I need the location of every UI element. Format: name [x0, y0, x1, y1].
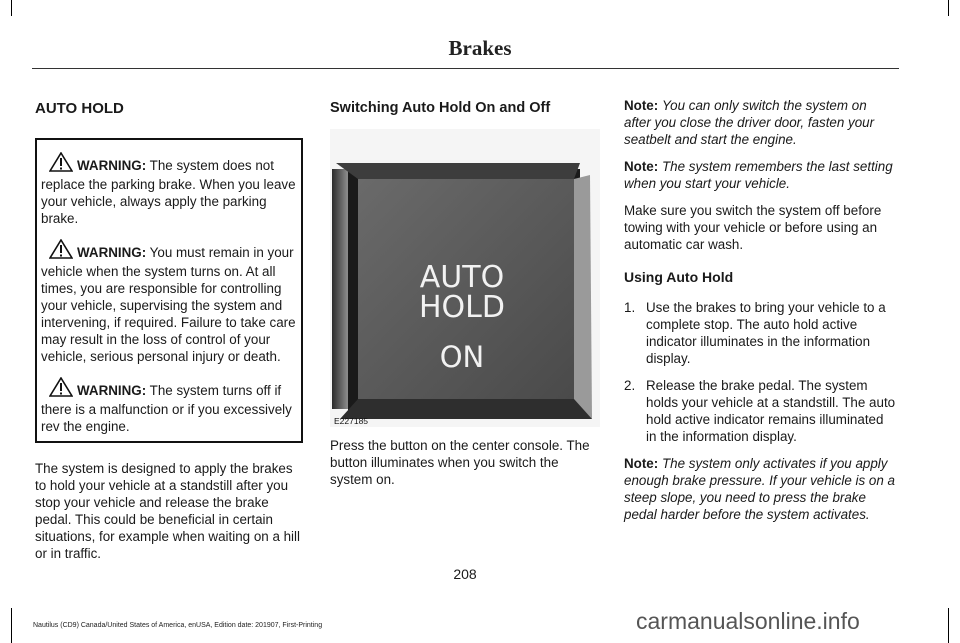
step-number: 1. [624, 300, 636, 315]
towing-instruction: Make sure you switch the system off before towing with your vehicle or before using an automatic car wash. [624, 203, 882, 252]
auto-hold-description: The system is designed to apply the brakes to hold your vehicle at a standstill after you stop your vehicle and release the brake pedal. This could be beneficial in certain situations, for example when waiting on a hill or in traffic. [35, 461, 300, 561]
step-text: Use the brakes to bring your vehicle to a complete stop. The auto hold active indicator illuminates in the information display. [646, 300, 886, 366]
note-label: Note: [624, 98, 659, 113]
step-number: 2. [624, 378, 636, 393]
crop-mark-bottom-left [11, 608, 12, 643]
crop-mark-top-left [11, 0, 12, 16]
crop-mark-bottom-right [948, 608, 949, 643]
warning-triangle-icon [49, 239, 73, 263]
figure-id: E227185 [334, 416, 369, 426]
crop-mark-top-right [948, 0, 949, 16]
warning-label: WARNING: [77, 383, 147, 398]
warning-text: You must remain in your vehicle when the system turns on. At all times, you are responsible for controlling your vehicle, supervising the system and intervening, if required. Failure to take care may result in the loss of control of your vehicle, serious personal injury or death. [41, 245, 296, 364]
note-text: You can only switch the system on after you close the driver door, fasten your seatbelt and start the engine. [624, 98, 875, 147]
warning-label: WARNING: [77, 245, 147, 260]
warning-2 [41, 239, 297, 365]
middle-column [330, 100, 602, 498]
warning-triangle-icon [49, 377, 73, 401]
note-1 [624, 97, 896, 148]
steps-list [624, 299, 896, 445]
hold-label: HOLD [419, 290, 505, 325]
note-text: The system only activates if you apply enough brake pressure. If your vehicle is on a steep slope, you need to press the brake pedal harder before the system activates. [624, 456, 895, 522]
warning-triangle-icon [49, 152, 73, 176]
auto-label: AUTO [419, 260, 505, 295]
warning-text: The system turns off if there is a malfunction or if you excessively rev the engine. [41, 383, 292, 434]
left-column [35, 100, 303, 572]
page-header-title: Brakes [448, 36, 512, 60]
step-item [624, 299, 896, 367]
note-label: Note: [624, 159, 659, 174]
switching-description: Press the button on the center console. The button illuminates when you switch the system on. [330, 438, 590, 487]
warning-3 [41, 377, 297, 435]
page-number: 208 [453, 566, 477, 582]
switching-heading: Switching Auto Hold On and Off [330, 100, 551, 116]
warning-box [35, 138, 303, 443]
step-item [624, 377, 896, 445]
note-text: The system remembers the last setting when you start your vehicle. [624, 159, 893, 191]
warning-text: The system does not replace the parking brake. When you leave your vehicle, always apply the parking brake. [41, 158, 296, 226]
step-text: Release the brake pedal. The system holds your vehicle at a standstill. The auto hold active indicator remains illuminated in the information display. [646, 378, 896, 444]
watermark: carmanualsonline.info [636, 608, 860, 634]
right-column [624, 97, 896, 533]
note-label: Note: [624, 456, 659, 471]
on-label: ON [439, 340, 485, 374]
note-3 [624, 455, 896, 523]
auto-hold-button-figure [330, 129, 600, 427]
auto-hold-heading: AUTO HOLD [35, 100, 124, 117]
warning-label: WARNING: [77, 158, 147, 173]
header-rule [32, 68, 899, 69]
note-2 [624, 158, 896, 192]
using-auto-hold-heading: Using Auto Hold [624, 269, 734, 285]
auto-hold-button-illustration [330, 129, 600, 427]
warning-1 [41, 152, 297, 227]
footer-edition-text: Nautilus (CD9) Canada/United States of America, enUSA, Edition date: 201907, First-Printing [33, 622, 323, 629]
